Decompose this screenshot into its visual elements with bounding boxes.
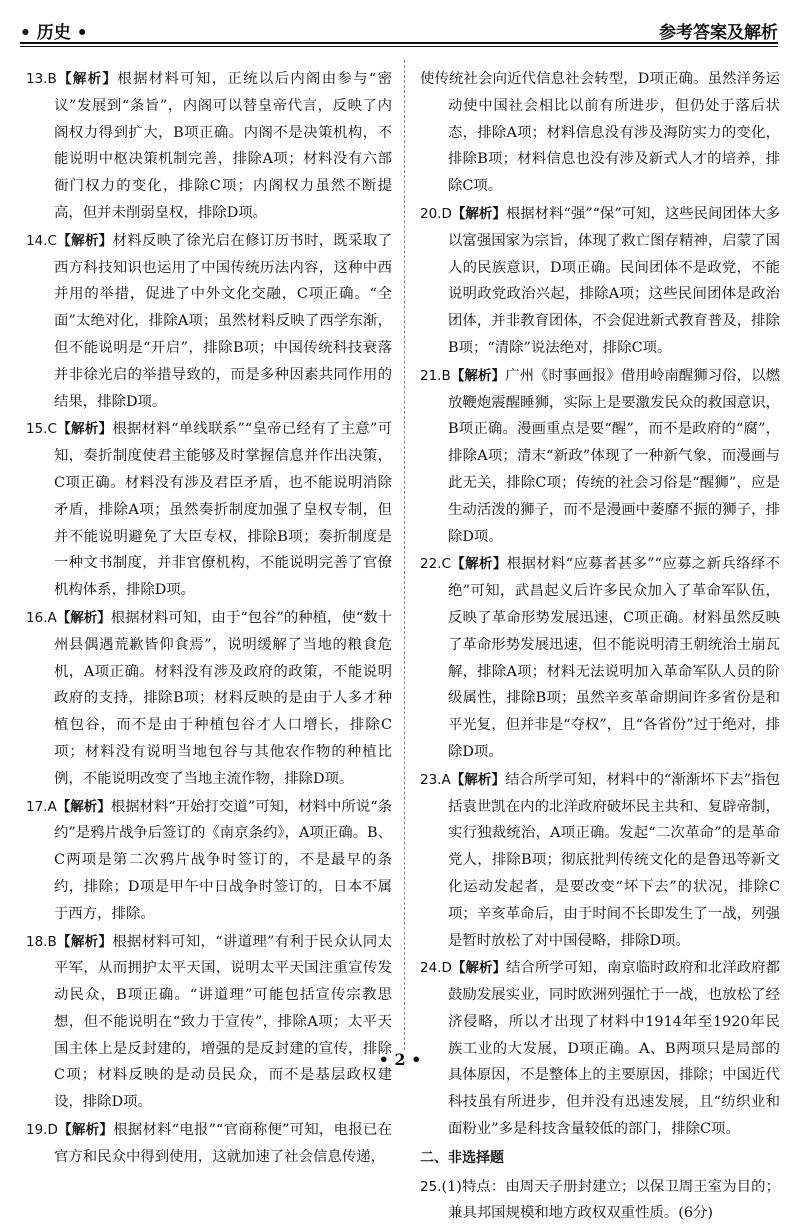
- document-title: 参考答案及解析: [659, 23, 778, 43]
- answer-text: 材料反映了徐光启在修订历书时，既采取了西方科技知识也运用了中国传统历法内容，这种中西并用的举措，促进了中外文化交融，C项正确。“全面”太绝对化，排除A项；虽然材料反映了西学东渐，但不能说明是“开启”，排除B项；中国传统科技衰落并非徐光启的举措导致的，而是多种因素共同作用的结果，排除D项。: [54, 232, 392, 410]
- analysis-tag: 【解析】: [56, 798, 111, 815]
- answer-text: (1)特点：由周天子册封建立；以保卫周王室为目的；兼具邦国规模和地方政权双重性质。(6分): [441, 1178, 780, 1222]
- answer-text: 根据材料“应募者甚多”“应募之新兵络绎不绝”可知，武昌起义后许多民众加入了革命军队伍，反映了革命形势发展迅速，C项正确。材料虽然反映了革命形势发展迅速，但不能说明清王朝统治土崩瓦解，排除A项；材料无法说明加入革命军队人员的阶级属性，排除B项；虽然辛亥革命期间许多省份是和平光复，但并非是“夺权”，且“各省份”过于绝对，排除D项。: [448, 556, 781, 760]
- answer-entry-19: [26, 1117, 392, 1171]
- answer-text: 根据材料可知，正统以后内阁由参与“密议”发展到“条旨”，内阁可以替皇帝代言，反映了内阁权力得到扩大，B项正确。内阁不是决策机构，不能说明中枢决策机制完善，排除A项；材料没有六部衙门权力的变化，排除C项；内阁权力虽然不断提高，但并未削弱皇权，排除D项。: [54, 71, 393, 221]
- header-rule-thick: [20, 42, 778, 44]
- answer-entry-15: [26, 416, 392, 604]
- analysis-tag: 【解析】: [56, 933, 113, 950]
- answer-number: 21.B: [420, 367, 451, 384]
- answer-entry-20: [420, 201, 780, 362]
- answer-number: 14.C: [26, 232, 57, 249]
- answer-number: 19.D: [26, 1122, 58, 1139]
- answer-text: 广州《时事画报》借用岭南醒狮习俗，以燃放鞭炮震醒睡狮，实际上是要激发民众的救国意识，B项正确。漫画重点是要“醒”，而不是政府的“腐”，排除A项；清末“新政”体现了一种新气象，而漫画与此无关，排除C项；传统的社会习俗是“醒狮”，应是生动活泼的狮子，而不是漫画中萎靡不振的狮子，排除D项。: [448, 367, 780, 545]
- answer-text: 根据材料“强”“保”可知，这些民间团体大多以富强国家为宗旨，体现了救亡图存精神，启蒙了国人的民族意识，D项正确。民间团体不是政党，不能说明政党政治兴起，排除A项；这些民间团体是政治团体，并非教育团体，不会促进新式教育普及，排除B项；“清除”说法绝对，排除C项。: [448, 205, 780, 356]
- analysis-tag: 【解析】: [451, 205, 506, 222]
- answer-entry-18: [26, 929, 392, 1117]
- answer-entry-25: [420, 1174, 780, 1228]
- answer-entry-17: [26, 794, 392, 928]
- analysis-tag: 【解析】: [451, 960, 507, 977]
- answer-number: 13.B: [26, 71, 57, 87]
- answer-entry-14: [26, 228, 392, 416]
- analysis-tag: 【解析】: [56, 71, 118, 87]
- answer-number: 17.A: [26, 798, 57, 815]
- section-heading: 二、非选择题: [420, 1149, 504, 1166]
- page-number: • 2 •: [378, 1050, 422, 1069]
- answer-text: 使传统社会向近代信息社会转型，D项正确。虽然洋务运动使中国社会相比以前有所进步，但仍处于落后状态，排除A项；材料信息没有涉及海防实力的变化，排除B项；材料信息也没有涉及新式人才的培养，排除C项。: [420, 71, 780, 195]
- analysis-tag: 【解析】: [450, 771, 506, 788]
- analysis-tag: 【解析】: [450, 556, 507, 573]
- answer-entry-19-continued: [420, 66, 780, 200]
- column-divider: [404, 60, 405, 1050]
- answer-number: 23.A: [420, 771, 451, 788]
- analysis-tag: 【解析】: [450, 367, 506, 384]
- answer-text: 结合所学可知，南京临时政府和北洋政府都鼓励发展实业，同时欧洲列强忙于一战，也放松了经济侵略，所以才出现了材料中1914年至1920年民族工业的大发展，D项正确。A、B两项只是局部的具体原因，不是整体上的主要原因，排除；中国近代科技虽有所进步，但并没有迅速发展，且“纺织业和面粉业”多是科技含量较低的部门，排除C项。: [448, 960, 780, 1138]
- answer-entry-22: [420, 551, 780, 765]
- analysis-tag: 【解析】: [56, 232, 113, 249]
- answer-text: 根据材料可知，“讲道理”有利于民众认同太平军，从而拥护太平天国，说明太平天国注重宣传发动民众，B项正确。“讲道理”可能包括宣传宗教思想，但不能说明在“致力于宣传”，排除A项；太平天国主体上是反封建的，增强的是反封建的宣传，排除C项；材料反映的是动员民众，而不是基层政权建设，排除D项。: [54, 933, 393, 1111]
- answer-text: 根据材料“电报”“官商称便”可知，电报已在官方和民众中得到使用，这就加速了社会信息传递，: [54, 1122, 392, 1165]
- answer-number: 22.C: [420, 556, 451, 573]
- answer-text: 根据材料可知，由于“包谷”的种植，使“数十州县偶遇荒歉皆仰食焉”，说明缓解了当地的粮食危机，A项正确。材料没有涉及政府的政策，不能说明政府的支持，排除B项；材料反映的是由于人多才种植包谷，而不是由于种植包谷才人口增长，排除C项；材料没有说明当地包谷与其他农作物的种植比例，不能说明改变了当地主流作物，排除D项。: [54, 609, 393, 787]
- answer-entry-16: [26, 605, 392, 793]
- header-rule-thin: [20, 46, 778, 47]
- subject-label: • 历史 •: [20, 23, 88, 43]
- answer-text: 根据材料“单线联系”“皇帝已经有了主意”可知，奏折制度使君主能够及时掌握信息并作出决策，C项正确。材料没有涉及君臣矛盾，也不能说明消除矛盾，排除A项；虽然奏折制度加强了皇权专制，但并不能说明避免了大臣专权，排除B项；奏折制度是一种文书制度，并非官僚机构，不能说明完善了官僚机构体系，排除D项。: [54, 421, 392, 599]
- answer-number: 20.D: [420, 205, 452, 222]
- page-header: [20, 14, 778, 44]
- analysis-tag: 【解析】: [57, 1122, 114, 1139]
- answer-entry-13: [26, 66, 392, 227]
- analysis-tag: 【解析】: [56, 421, 113, 438]
- answer-text: 结合所学可知，材料中的“渐渐坏下去”指包括袁世凯在内的北洋政府破坏民主共和、复辟帝制，实行独裁统治，A项正确。发起“二次革命”的是革命党人，排除B项；彻底批判传统文化的是鲁迅等新文化运动发起者，是要改变“坏下去”的状况，排除C项；辛亥革命后，由于时间不长即发生了一战，列强是暂时放松了对中国侵略，排除D项。: [448, 771, 781, 949]
- answer-number: 15.C: [26, 421, 57, 438]
- answer-text: 根据材料“开始打交道”可知，材料中所说“条约”是鸦片战争后签订的《南京条约》，A项正确。B、C两项是第二次鸦片战争时签订的，不是最早的条约，排除；D项是甲午中日战争时签订的，日本不属于西方，排除。: [54, 798, 393, 922]
- answer-number: 16.A: [26, 609, 57, 626]
- answer-number: 18.B: [26, 933, 57, 950]
- analysis-tag: 【解析】: [56, 609, 111, 626]
- answer-entry-21: [420, 363, 780, 551]
- left-column: [26, 66, 392, 1172]
- answer-entry-23: [420, 767, 780, 955]
- answer-number: 25.: [420, 1178, 442, 1195]
- answer-number: 24.D: [420, 960, 452, 977]
